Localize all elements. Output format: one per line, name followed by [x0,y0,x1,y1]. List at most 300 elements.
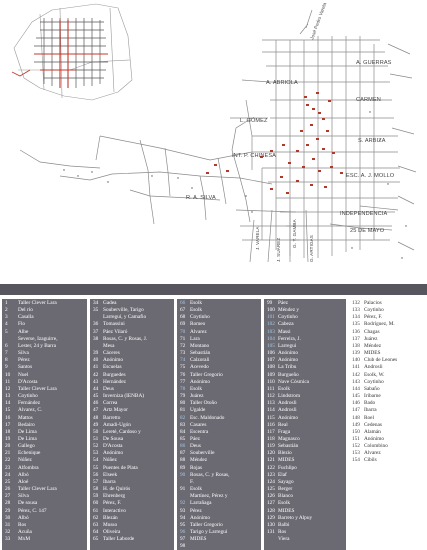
legend-entry-name: Blanco [278,493,294,500]
legend-number-list [93,300,103,543]
legend-entry-name: De Lima [18,428,37,435]
legend-number: 18 [5,428,11,435]
legend-entry-name: Ros [18,521,27,528]
legend-number: 10 [5,371,11,378]
legend-number: 120 [267,450,275,457]
legend-entry-name: Aloé [18,478,29,485]
legend-number [93,343,103,350]
legend-entry-name: Cedenas [364,421,382,428]
legend-number: 69 [180,321,186,328]
legend-entry-name: Real [278,421,288,428]
legend-number: 25 [5,478,11,485]
legend-entry-name: La Tribu [278,364,297,371]
legend-entry-name: Cáceres [103,350,120,357]
legend-entry-name: Montano [190,342,210,349]
street-label-chinesa: INT. P. CHINESA [232,153,276,159]
legend-entry-name: Coytinho [278,314,298,321]
legend-number: 35 [93,307,99,314]
legend-entry-name: Rosas, C. y Rosas, [190,471,230,478]
street-label-gomez: L. GÓMEZ [240,118,268,124]
legend-entry-name: Taller Clever Lara [18,300,57,306]
legend-number: 84 [180,428,186,435]
legend-number: 92 [180,500,186,507]
legend-number: 49 [93,421,99,428]
legend-number: 101 [267,314,275,321]
legend-number: 8 [5,357,8,364]
legend-number-list [180,300,190,550]
legend-entry-name: Correa [103,400,118,407]
legend-number [5,336,15,343]
legend-number: 22 [5,457,11,464]
legend-entry-name: Méndez y [278,307,300,314]
legend-entry-name: Cabeza [278,321,294,328]
legend-entry-name: Del río [18,307,33,314]
legend-entry-name: Anónimo [190,378,211,385]
legend-number: 129 [267,514,275,521]
legend-entry-name: Flo [18,321,26,328]
legend-entry-name: Ros [278,529,287,535]
legend-entry-name: Musso [103,521,118,528]
legend-entry-name: Taller Gregorio [190,521,223,528]
street-label-mayo: 25 DE MAYO [350,228,385,234]
legend-entry-name: Taller Clever Lara [18,385,57,392]
legend-number: 67 [180,307,186,314]
street-label-abriola: A. ABRIOLA [266,80,298,86]
legend-number: 47 [93,407,99,414]
legend-entry-name: Anónimo [278,357,299,364]
legend-entry-name: Cibils [364,457,377,464]
legend-number: 85 [180,435,186,442]
legend-number: 117 [267,428,275,435]
legend-number: 57 [93,478,99,485]
legend-entry-name: Acevedo [190,364,209,371]
legend-entry-name: Lara [190,335,200,342]
legend-number: 139 [352,350,360,357]
legend-number: 146 [352,400,360,407]
legend-entry-name: Anónimo [278,414,299,421]
street-label-pedro-varela: José Pedro Varela [309,1,328,41]
legend-number: 41 [93,364,99,371]
legend-number: 138 [352,342,360,349]
legend-entry-name: Balbi [278,521,290,528]
legend-entry-name: Álvarez [190,328,207,335]
legend-entry-name: Pérez, F. [103,500,122,507]
legend-entry-name: Massi [278,328,291,335]
legend-number: 106 [267,350,275,357]
legend-number: 52 [93,443,99,450]
legend-number: 53 [93,450,99,457]
legend-number: 15 [5,407,11,414]
legend-number: 55 [93,464,99,471]
legend-number: 116 [267,421,275,428]
legend-number: 87 [180,450,186,457]
legend-entry-name: Viera [278,536,290,543]
legend-entry-name: Álvarez, C. [18,407,43,414]
legend-number: 114 [267,407,275,414]
legend-number: 94 [180,514,186,521]
legend-entry-name: Rojas [190,464,203,471]
legend-number: 89 [180,464,186,471]
legend-number: 64 [93,529,99,535]
legend-entry-name: Alfombra [18,464,39,471]
legend-number: 12 [5,385,11,392]
legend-entry-name: Puentes de Plata [103,464,138,471]
legend-entry-name: Tarigo y Larregui [190,529,228,535]
legend-number: 32 [5,529,11,535]
legend-number [180,493,190,500]
legend-number: 65 [93,536,99,543]
legend-entry-name: D'Acosta [103,443,123,450]
legend-number: 102 [267,321,275,328]
legend-entry-name: Mesa [103,342,115,349]
legend-number: 149 [352,421,360,428]
legend-number: 34 [93,300,99,306]
legend-number: 122 [267,464,275,471]
legend-entry-name: Burguedes [103,371,126,378]
legend-number: 119 [267,443,275,450]
legend-entry-name: Magnasco [278,435,300,442]
legend-number: 75 [180,364,186,371]
legend-entry-name: Androsli [278,400,297,407]
legend-number: 24 [5,471,11,478]
legend-entry-name: Pérez [190,507,202,514]
street-label-varela: J. VARELA [255,226,260,250]
legend-entry-name: Silva [18,350,29,357]
legend-number: 36 [93,321,99,328]
legend-entry-name: Blezio [278,450,292,457]
legend-number: 27 [5,493,11,500]
legend-entry-name: Casalla [18,314,34,321]
legend-number: 74 [180,357,186,364]
legend-number: 26 [5,486,11,493]
legend-entry-name: Pérez, F. [364,314,383,321]
legend-entry-name: Echenique [18,450,41,457]
street-label-artigas: G. ARTIGAS [309,235,314,262]
legend-number: 46 [93,400,99,407]
legend-entry-name: Ehrenberg [103,493,125,500]
legend-number: 118 [267,435,275,442]
legend-entry-name: Ibarra [103,478,116,485]
legend-number: 88 [180,457,186,464]
legend-entry-name: Inverniza (IENBA) [103,393,145,400]
legend-number: 7 [5,350,8,357]
legend-number: 4 [5,321,8,328]
legend-number: 115 [267,414,275,421]
legend-entry-name: Taller Clever Lara [18,486,57,493]
legend-number: 42 [93,371,99,378]
legend-entry-name: De Lima [18,435,37,442]
legend-number: 63 [93,521,99,528]
legend-entry-name: Severse, Izaguirre, [18,335,58,342]
legend-entry-name: Acuña [18,529,32,535]
legend-number: 21 [5,450,11,457]
legend-number: 152 [352,443,360,450]
legend-entry-name: Roel [364,414,375,421]
legend-entry-name: Anónimo [103,450,124,457]
legend-number-list [352,300,364,465]
legend-number: 50 [93,428,99,435]
legend-entry-name: Larrañaga [190,500,212,507]
street-label-suarez: J. SUÁREZ [276,237,281,262]
legend-number: 45 [93,393,99,400]
legend-entry-name: D'Acosta [18,378,38,385]
legend-table [0,282,427,550]
legend-number: 14 [5,400,11,407]
legend-entry-name: Coytinho [18,393,38,400]
legend-entry-name: Romeo [190,321,206,328]
legend-number: 51 [93,435,99,442]
legend-number: 107 [267,357,275,364]
legend-number: 111 [267,385,275,392]
legend-entry-name: Souberville [190,450,215,457]
legend-number: 70 [180,328,186,335]
legend-number: 145 [352,393,360,400]
legend-entry-name: Deus [190,443,201,450]
legend-number [93,314,103,321]
legend-number: 17 [5,421,11,428]
legend-number: 131 [267,529,275,535]
legend-number: 132 [352,300,360,306]
legend-entry-name: Elaf [278,471,287,478]
legend-number: 97 [180,536,186,543]
legend-entry-name: Esolk [190,307,203,314]
legend-entry-name: Méndez [190,457,208,464]
legend-number: 44 [93,385,99,392]
legend-entry-name: Esolk [190,385,203,392]
legend-name-list [190,300,259,543]
legend-number: 95 [180,521,186,528]
legend-number: 136 [352,328,360,335]
legend-entry-name: Coytinho [364,307,384,314]
street-label-arbiza: S. ARBIZA [358,138,386,144]
legend-entry-name: F. [190,478,194,485]
legend-entry-name: Blezán [103,514,118,521]
legend-number: 141 [352,364,360,371]
street-label-silva: R. A. SILVA [186,195,216,201]
legend-number: 48 [93,414,99,421]
legend-entry-name: MIDES [278,457,295,464]
legend-entry-name: Esolk, W. [364,371,385,378]
legend-number: 105 [267,342,275,349]
legend-entry-name: Esolk [190,486,203,493]
legend-number: 137 [352,335,360,342]
legend-entry-name: Artz Mayor [103,407,128,414]
legend-entry-name: De Sousa [103,435,124,442]
legend-column-4 [264,299,346,550]
legend-number: 128 [267,507,275,514]
legend-entry-name: Taller Laborde [103,536,135,543]
legend-number: 56 [93,471,99,478]
legend-entry-name: Taller Gregorio [190,371,223,378]
legend-number: 60 [93,500,99,507]
legend-entry-name: Anónimo [364,435,385,442]
legend-number: 80 [180,400,186,407]
legend-number: 30 [5,514,11,521]
legend-number: 19 [5,435,11,442]
legend-entry-name: Esc. Maldonado [190,414,225,421]
legend-entry-name: Tomassini [103,321,125,328]
legend-entry-name: Deus [103,385,114,392]
legend-entry-name: Elseek [103,471,118,478]
legend-number: 113 [267,400,275,407]
legend-entry-name: Nuel [18,371,29,378]
legend-number: 66 [180,300,186,306]
legend-name-list [278,300,344,543]
legend-entry-name: Fraga [278,428,291,435]
legend-number: 61 [93,507,99,514]
legend-entry-name: Alamán [364,428,381,435]
legend-number-list [5,300,15,543]
legend-entry-name: Coytinho [190,314,210,321]
legend-entry-name: Pérez, C. 147 [18,507,47,514]
legend-entry-name: Colombino [364,443,388,450]
legend-number: 127 [267,500,275,507]
legend-entry-name: Escuelas [103,364,122,371]
legend-number: 150 [352,428,360,435]
legend-column-5 [349,299,425,550]
legend-number: 110 [267,378,275,385]
legend-number: 143 [352,378,360,385]
legend-entry-name: Hernández [103,378,126,385]
street-label-mollo: ESC. A. J. MOLLO [346,173,395,179]
site-markers [206,92,343,194]
legend-number: 86 [180,443,186,450]
legend-number: 1 [5,300,8,306]
legend-number [180,479,190,486]
legend-column-2 [90,299,174,550]
legend-entry-name: Páez Vilaró [103,328,128,335]
legend-entry-name: Núñez [103,457,117,464]
legend-entry-name: Alvarez [364,450,381,457]
legend-number: 126 [267,493,275,500]
legend-name-list [103,300,172,543]
legend-entry-name: Páez [278,300,288,306]
legend-entry-name: Larregui, y Camafio [103,314,147,321]
legend-entry-name: Nave Cósmica [278,378,310,385]
legend-number: 29 [5,507,11,514]
legend-entry-name: Androsli [364,364,383,371]
legend-entry-name: Méndez [364,342,382,349]
legend-entry-name: Páez [190,435,200,442]
legend-column-3 [177,299,261,550]
legend-number: 62 [93,514,99,521]
legend-entry-name: Anónimo [190,514,211,521]
legend-number: 71 [180,335,186,342]
legend-number: 99 [267,300,273,306]
legend-number: 91 [180,486,186,493]
legend-entry-name: Androsli [278,407,297,414]
legend-entry-name: Mattos [18,414,33,421]
legend-number: 31 [5,521,11,528]
legend-number: 147 [352,407,360,414]
legend-entry-name: Sabaño [364,385,380,392]
legend-entry-name: Club de Leones [364,357,398,364]
legend-number: 93 [180,507,186,514]
legend-entry-name: MIDES [364,350,381,357]
legend-number: 76 [180,371,186,378]
legend-entry-name: Sayago [278,478,294,485]
legend-number: 39 [93,350,99,357]
legend-number: 133 [352,307,360,314]
legend-entry-name: Sebastián [190,350,211,357]
legend-number: 83 [180,421,186,428]
street-label-carmen: CARMEN [356,97,381,103]
legend-number: 72 [180,342,186,349]
legend-number: 28 [5,500,11,507]
legend-entry-name: Anónimo [103,357,124,364]
legend-entry-name: Interactivo [103,507,126,514]
legend-number: 96 [180,529,186,535]
legend-entry-name: Palacios [364,300,382,306]
legend-entry-name: Coytinho [364,378,384,385]
legend-entry-name: Esolk [278,500,291,507]
legend-number: 5 [5,328,8,335]
legend-number: 3 [5,314,8,321]
legend-entry-name: Lereté, Cardoso y [103,428,141,435]
legend-entry-name: Albó [18,514,29,521]
legend-number: 108 [267,364,275,371]
legend-entry-name: Berger [278,486,293,493]
legend-number: 38 [93,335,99,342]
legend-number: 154 [352,457,360,464]
legend-number: 90 [180,471,186,478]
legend-header-bar [0,284,427,295]
legend-number: 144 [352,385,360,392]
legend-number: 135 [352,321,360,328]
legend-entry-name: Barreto y Alpuy [278,514,313,521]
legend-entry-name: Fuchlipo [278,464,297,471]
legend-number: 153 [352,450,360,457]
legend-entry-name: H. de Quirós [103,486,131,493]
legend-number: 104 [267,335,275,342]
legend-entry-name: Martínez, Pérez y [190,493,228,500]
legend-entry-name: Ibarra [364,407,377,414]
legend-entry-name: Pérez [18,357,30,364]
legend-number: 43 [93,378,99,385]
legend-number: 6 [5,342,8,349]
legend-entry-name: Núñez [18,457,32,464]
legend-entry-name: Chagas [364,328,380,335]
legend-entry-name: Gadea [103,300,117,306]
legend-entry-name: Esolk [278,385,291,392]
legend-entry-name: Juárez [190,393,204,400]
legend-entry-name: Rodríguez, M. [364,321,395,328]
legend-number: 151 [352,435,360,442]
legend-entry-name: Escentra [190,428,209,435]
legend-number: 68 [180,314,186,321]
inset-locator-map [12,4,132,100]
legend-entry-name: Lester, 24 y Barra [18,342,57,349]
legend-entry-name: MIDES [190,536,207,543]
legend-entry-name: Fernández [18,400,41,407]
legend-number: 130 [267,521,275,528]
legend-number: 33 [5,536,11,543]
legend-number: 98 [180,543,186,550]
legend-number: 58 [93,486,99,493]
legend-number: 13 [5,393,11,400]
legend-entry-name: Gallego [18,443,35,450]
legend-name-list [364,300,423,465]
legend-number: 20 [5,443,11,450]
legend-number: 77 [180,378,186,385]
street-label-gamba: G. Y. GAMBA [292,219,297,248]
legend-number: 78 [180,385,186,392]
legend-number: 121 [267,457,275,464]
legend-number: 123 [267,471,275,478]
legend-entry-name: MxM [18,536,31,543]
legend-entry-name: Santos [18,364,33,371]
legend-number: 40 [93,357,99,364]
